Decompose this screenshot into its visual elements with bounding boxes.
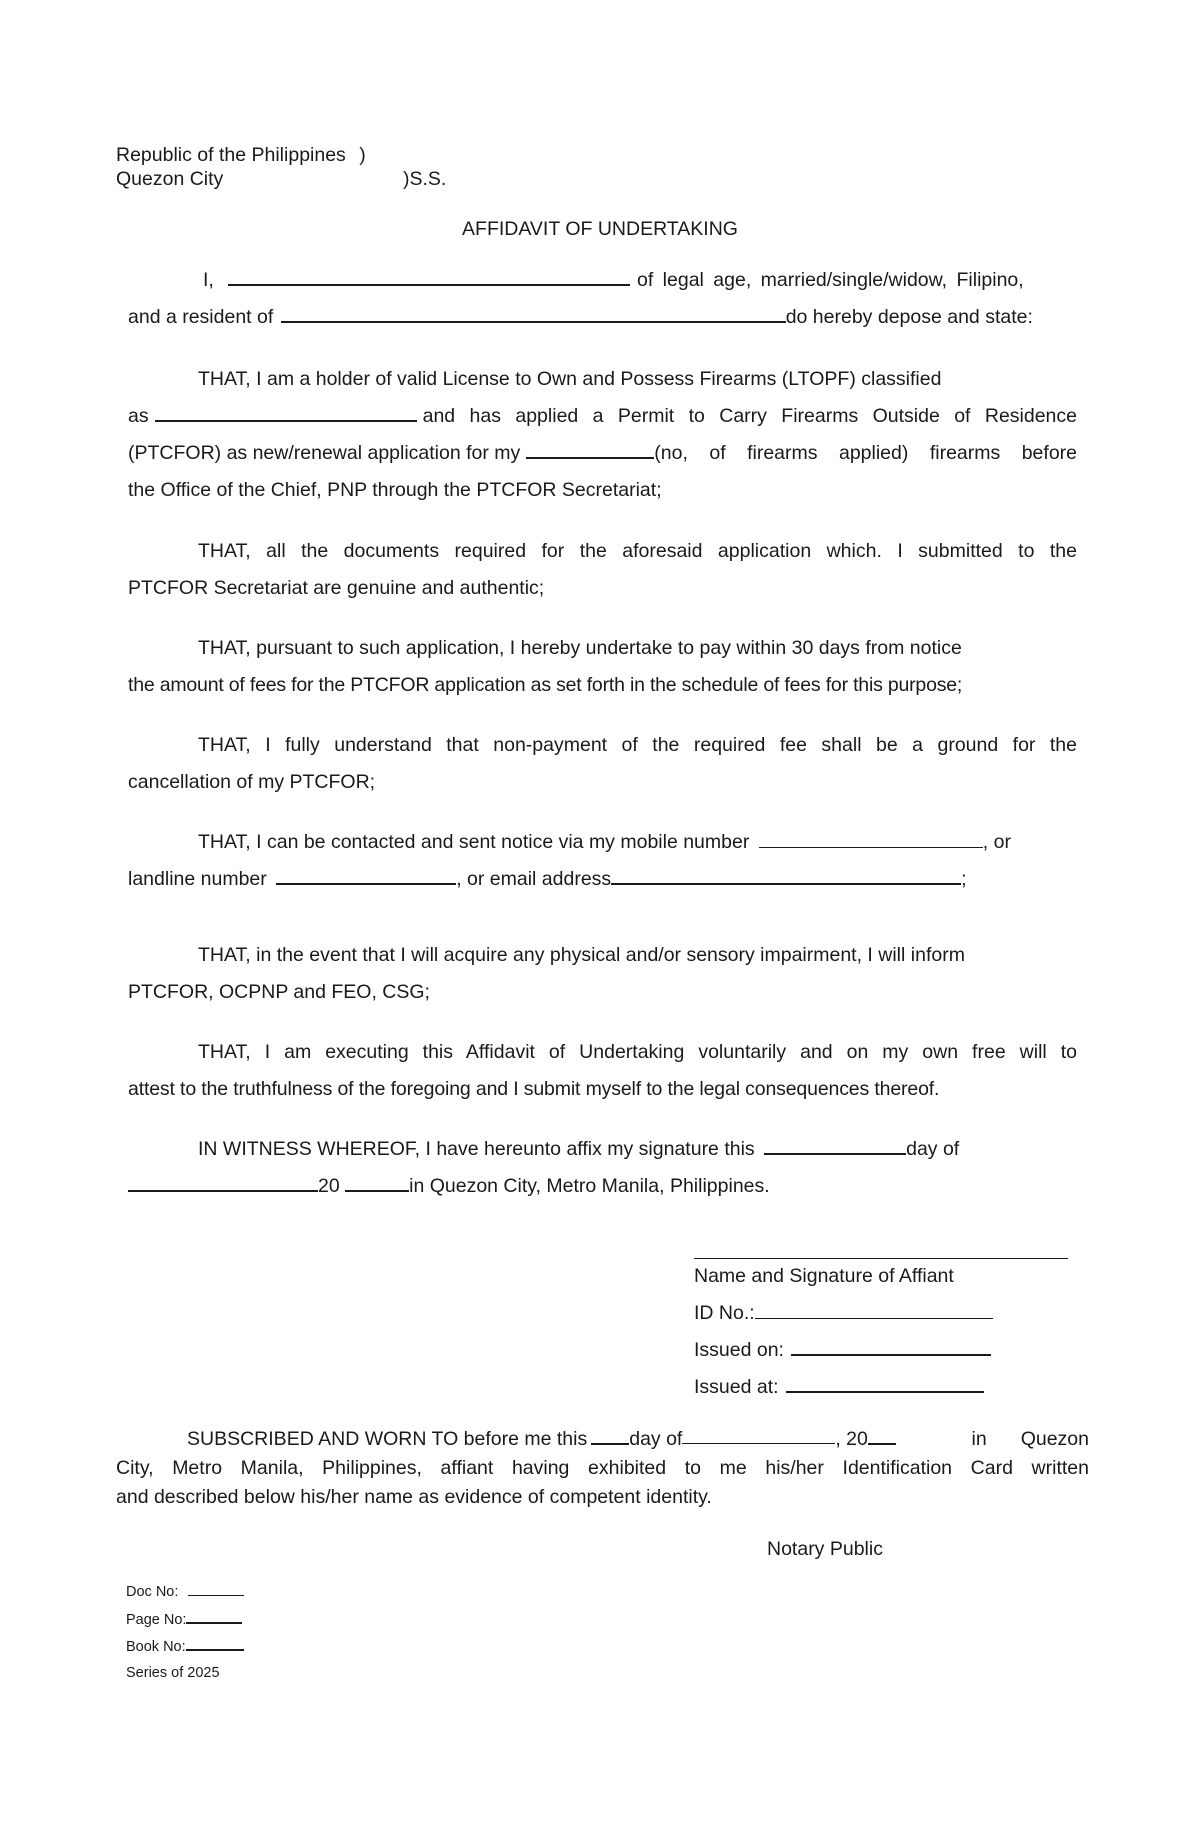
p7-line-2 (128, 1077, 939, 1101)
affiant-issued-on-row (694, 1338, 991, 1362)
page-no-label: Page No: (126, 1612, 187, 1628)
p1-l3b-text: (no, of firearms applied) firearms before (654, 442, 1077, 464)
republic-paren: ) (359, 144, 366, 166)
p1-line-2 (128, 404, 1077, 428)
book-no-row (126, 1637, 244, 1656)
p7-l1-text: THAT, I am executing this Affidavit of Undertaking voluntarily and on my own free will to (198, 1041, 1077, 1063)
issued-at-blank[interactable] (786, 1375, 984, 1393)
republic-text: Republic of the Philippines (116, 144, 346, 166)
header-republic (116, 143, 366, 167)
jurat-line-3 (116, 1485, 712, 1509)
doc-no-label: Doc No: (126, 1584, 179, 1600)
doc-no-blank[interactable] (188, 1583, 244, 1596)
resident-of-text: and a resident of (128, 306, 274, 328)
intro-line-1 (203, 268, 214, 292)
signature-day-blank[interactable] (764, 1137, 906, 1155)
jurat-l2-text: City, Metro Manila, Philippines, affiant having exhibited to me his/her Identification Card written (116, 1457, 1089, 1479)
p5-line-1 (198, 830, 1011, 854)
p1-l2a-text: as (128, 405, 149, 427)
affiant-issued-at-row (694, 1375, 984, 1399)
p6-l1-text: THAT, in the event that I will acquire any physical and/or sensory impairment, I will inform (198, 944, 965, 966)
intro-name-blank[interactable] (228, 268, 630, 292)
p3-l2-text: the amount of fees for the PTCFOR application as set forth in the schedule of fees for this purpose; (128, 674, 963, 696)
header-city (116, 167, 223, 191)
doc-no-row (126, 1583, 244, 1601)
jurat-l3-text: and described below his/her name as evidence of competent identity. (116, 1486, 712, 1508)
signature-month-blank[interactable] (128, 1174, 318, 1192)
p8-line-1 (198, 1137, 959, 1161)
jurat-l1c-text: , 20 (835, 1428, 868, 1450)
name-blank[interactable] (228, 268, 630, 286)
jurat-l1d-text: in (971, 1428, 987, 1450)
landline-number-blank[interactable] (276, 867, 456, 885)
legal-age-text: of legal age, married/single/widow, Filipino, (637, 269, 1024, 291)
intro-line-2 (128, 305, 1033, 329)
id-no-blank[interactable] (755, 1302, 993, 1319)
p8-l2b-text: in Quezon City, Metro Manila, Philippines. (409, 1175, 770, 1197)
notary-text: Notary Public (767, 1538, 883, 1560)
p5-l1a-text: THAT, I can be contacted and sent notice via my mobile number (198, 831, 750, 853)
jurat-l1e-text: Quezon (1020, 1428, 1089, 1450)
p1-l2b-text: and has applied a Permit to Carry Firearms Outside of Residence (422, 405, 1077, 427)
p2-l1-text: THAT, all the documents required for the aforesaid application which. I submitted to the (198, 540, 1077, 562)
p5-l2c-text: ; (961, 868, 967, 890)
affiant-id-row (694, 1301, 993, 1325)
intro-i: I, (203, 269, 214, 291)
p5-l2b-text: , or email address (456, 868, 612, 890)
p7-line-1 (198, 1040, 1077, 1064)
affiant-name-text: Name and Signature of Affiant (694, 1265, 954, 1287)
p4-line-2 (128, 770, 375, 794)
firearms-count-blank[interactable] (526, 441, 654, 459)
page-no-row (126, 1610, 242, 1629)
page-no-blank[interactable] (186, 1610, 242, 1624)
ltopf-class-blank[interactable] (155, 404, 417, 422)
p4-line-1 (198, 733, 1077, 757)
p2-line-1 (198, 539, 1077, 563)
id-no-label: ID No.: (694, 1302, 755, 1324)
p3-line-2 (128, 673, 962, 697)
issued-at-label: Issued at: (694, 1376, 779, 1398)
p1-line-3 (128, 441, 1077, 465)
jurat-l1b-text: day of (629, 1428, 683, 1450)
city-text: Quezon City (116, 168, 224, 190)
signature-year-blank[interactable] (345, 1174, 409, 1192)
p5-l2a-text: landline number (128, 868, 267, 890)
document-title (0, 217, 1200, 241)
p8-l1a-text: IN WITNESS WHEREOF, I have hereunto affix my signature this (198, 1138, 755, 1160)
p6-line-2 (128, 980, 430, 1004)
address-blank[interactable] (281, 305, 786, 323)
p4-l2-text: cancellation of my PTCFOR; (128, 771, 376, 793)
book-no-blank[interactable] (186, 1637, 244, 1651)
p3-line-1 (198, 636, 962, 660)
p8-l2a-text: 20 (318, 1175, 340, 1197)
jurat-line-1 (187, 1427, 1089, 1451)
p1-l1-text: THAT, I am a holder of valid License to Own and Possess Firearms (LTOPF) classified (198, 368, 942, 390)
issued-on-label: Issued on: (694, 1339, 784, 1361)
jurat-l1a-text: SUBSCRIBED AND WORN TO before me this (187, 1428, 588, 1450)
p4-l1-text: THAT, I fully understand that non-payment of the required fee shall be a ground for the (198, 734, 1077, 756)
p2-line-2 (128, 576, 544, 600)
p5-line-2 (128, 867, 967, 891)
affiant-name-label (694, 1264, 954, 1288)
p8-line-2 (128, 1174, 770, 1198)
notary-public-label (767, 1537, 883, 1561)
jurat-month-blank[interactable] (682, 1427, 835, 1444)
jurat-day-blank[interactable] (591, 1427, 629, 1445)
series-row (126, 1664, 220, 1682)
p8-l1b-text: day of (906, 1138, 960, 1160)
email-address-blank[interactable] (611, 867, 961, 885)
p7-l2-text: attest to the truthfulness of the foregoing and I submit myself to the legal consequences thereof. (128, 1078, 940, 1100)
p1-l4-text: the Office of the Chief, PNP through the PTCFOR Secretariat; (128, 479, 662, 501)
p1-line-1 (198, 367, 941, 391)
p1-l3a-text: (PTCFOR) as new/renewal application for my (128, 442, 521, 464)
p3-l1-text: THAT, pursuant to such application, I hereby undertake to pay within 30 days from notice (198, 637, 962, 659)
p5-l1b-text: , or (982, 831, 1011, 853)
title-text: AFFIDAVIT OF UNDERTAKING (462, 218, 738, 240)
book-no-label: Book No: (126, 1639, 186, 1655)
series-text: Series of 2025 (126, 1665, 220, 1681)
intro-legal-age (637, 268, 1069, 292)
ss-text: )S.S. (403, 168, 447, 190)
affiant-signature-line[interactable] (694, 1258, 1068, 1259)
p1-line-4 (128, 478, 662, 502)
issued-on-blank[interactable] (791, 1338, 991, 1356)
jurat-line-2 (116, 1456, 1089, 1480)
mobile-number-blank[interactable] (759, 831, 983, 848)
header-ss (403, 167, 446, 191)
p2-l2-text: PTCFOR Secretariat are genuine and authentic; (128, 577, 545, 599)
depose-text: do hereby depose and state: (785, 306, 1033, 328)
p6-line-1 (198, 943, 965, 967)
jurat-year-blank[interactable] (868, 1427, 896, 1445)
p6-l2-text: PTCFOR, OCPNP and FEO, CSG; (128, 981, 430, 1003)
